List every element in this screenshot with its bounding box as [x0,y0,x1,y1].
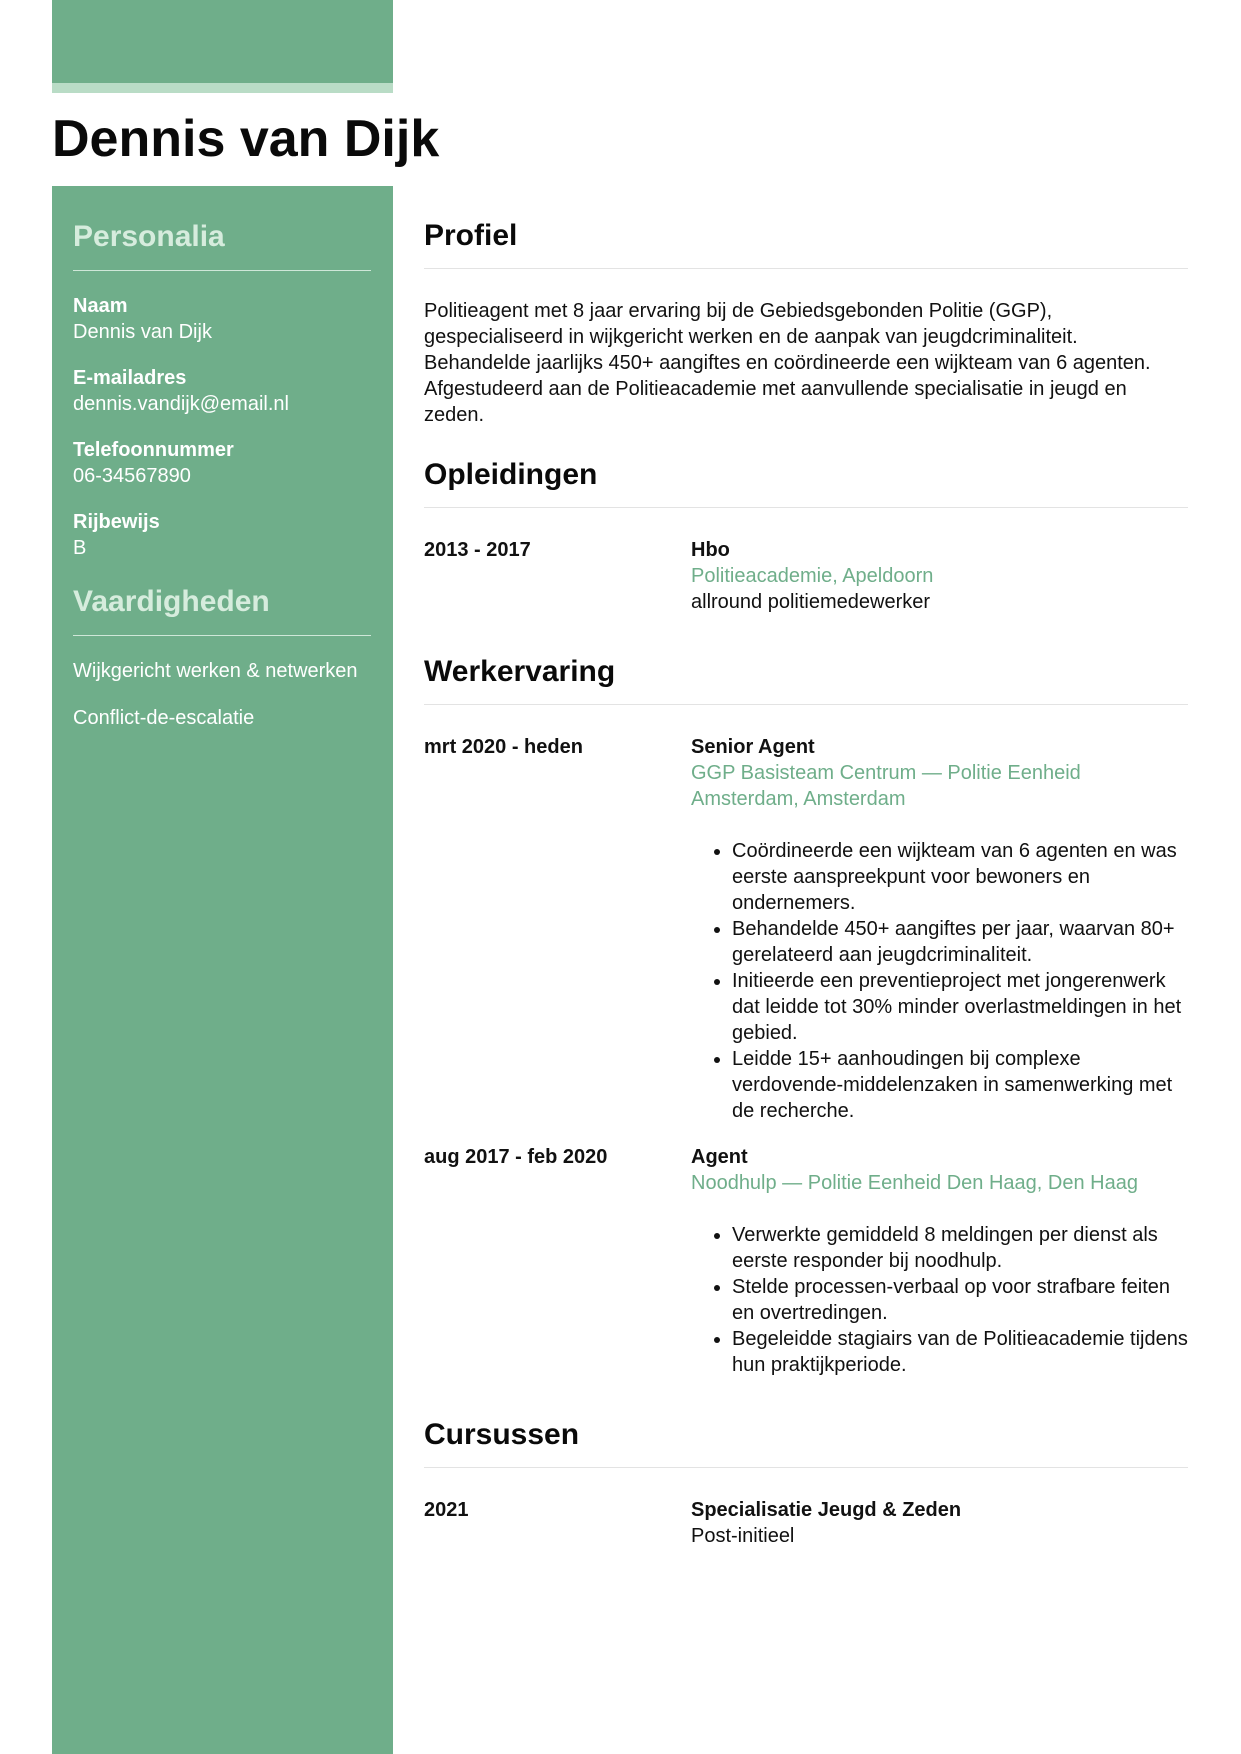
entry-title: Specialisatie Jeugd & Zeden [691,1499,962,1521]
bullet-item: • Initieerde een preventieproject met jongerenwerk dat leidde tot 30% minder overlastmeldingen in het gebied. [732,968,1188,1046]
entry-title: Hbo [691,539,730,561]
entry-bullets [691,838,1188,1124]
entry-organization: Politieacademie, Apeldoorn [691,565,934,587]
experience-entry [424,734,1188,1124]
field-value: Dennis van Dijk [73,321,212,343]
entry-date: aug 2017 - feb 2020 [424,1146,608,1168]
entry-title: Agent [691,1146,748,1168]
entry-organization: Noodhulp — Politie Eenheid Den Haag, Den Haag [691,1172,1138,1194]
skill-item: Wijkgericht werken & netwerken [73,660,358,682]
entry-description: allround politiemedewerker [691,591,931,613]
courses-heading: Cursussen [424,1413,1188,1468]
entry-bullets [691,1222,1188,1378]
courses-section [424,1413,1188,1549]
bullet-item: • Verwerkte gemiddeld 8 meldingen per dienst als eerste responder bij noodhulp. [732,1222,1188,1274]
entry-organization: GGP Basisteam Centrum — Politie Eenheid Amsterdam, Amsterdam [691,762,1081,810]
experience-heading: Werkervaring [424,650,1188,705]
field-value: B [73,537,87,559]
field-license [73,509,371,561]
profile-section [424,214,1188,428]
profile-text: Politieagent met 8 jaar ervaring bij de Gebiedsgebonden Politie (GGP), gespecialiseerd in wijkgericht werken en de aanpak van jeugdcriminaliteit. Behandelde jaarlijks 450+ aangiftes en coördineerde een wijkteam van 6 agenten. Afgestudeerd aan de Politieacademie met aanvullende specialisatie in jeugd en zeden. [424,300,1151,426]
personalia-heading: Personalia [73,216,371,271]
entry-date: mrt 2020 - heden [424,736,583,758]
education-heading: Opleidingen [424,453,1188,508]
bullet-item: • Coördineerde een wijkteam van 6 agenten en was eerste aanspreekpunt voor bewoners en ondernemers. [732,838,1188,916]
education-entry [424,537,1188,615]
field-label: E-mailadres [73,367,187,389]
education-section [424,453,1188,615]
field-naam [73,293,371,345]
experience-entry [424,1144,1188,1378]
field-label: Telefoonnummer [73,439,234,461]
candidate-name: Dennis van Dijk [52,110,440,168]
entry-date: 2013 - 2017 [424,539,531,561]
field-value: 06-34567890 [73,465,191,487]
header-accent-strip [52,83,393,93]
profile-heading: Profiel [424,214,1188,269]
main-content [424,214,1188,1549]
bullet-item: • Leidde 15+ aanhoudingen bij complexe verdovende-middelenzaken in samenwerking met de recherche. [732,1046,1188,1124]
entry-detail [691,1497,1188,1549]
entry-title: Senior Agent [691,736,815,758]
field-label: Rijbewijs [73,511,160,533]
bullet-item: • Behandelde 450+ aangiftes per jaar, waarvan 80+ gerelateerd aan jeugdcriminaliteit. [732,916,1188,968]
bullet-item: • Begeleidde stagiairs van de Politieacademie tijdens hun praktijkperiode. [732,1326,1188,1378]
field-label: Naam [73,295,128,317]
header-accent-block [52,0,393,83]
entry-description: Post-initieel [691,1525,795,1547]
entry-date: 2021 [424,1499,469,1521]
field-phone [73,437,371,489]
sidebar [52,186,393,1754]
entry-detail [691,734,1188,1124]
experience-section [424,650,1188,1378]
entry-detail [691,1144,1188,1378]
bullet-item: • Stelde processen-verbaal op voor strafbare feiten en overtredingen. [732,1274,1188,1326]
entry-detail [691,537,1188,615]
course-entry [424,1497,1188,1549]
skill-item: Conflict-de-escalatie [73,707,255,729]
skills-heading: Vaardigheden [73,581,371,636]
field-value: dennis.vandijk@email.nl [73,393,289,415]
field-email [73,365,371,417]
